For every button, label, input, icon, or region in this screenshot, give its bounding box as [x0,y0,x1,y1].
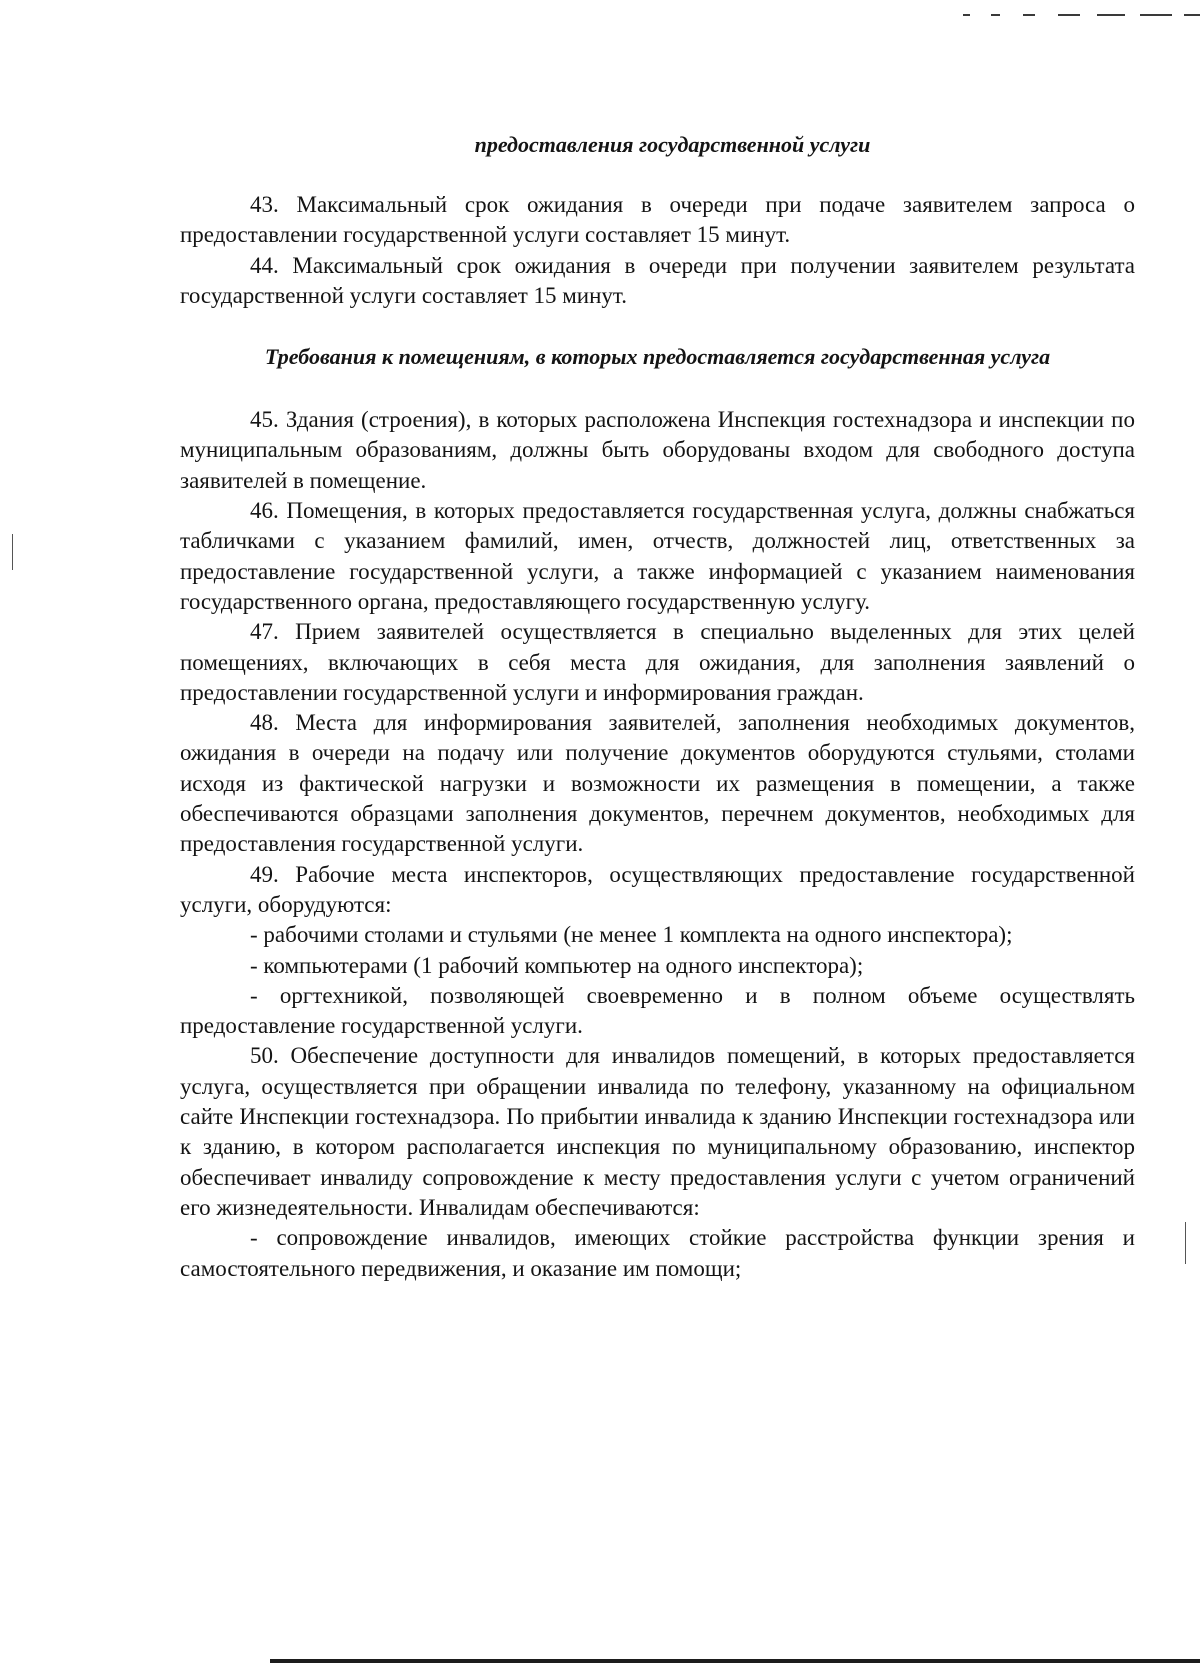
paragraph: 43. Максимальный срок ожидания в очереди при подаче заявителем запроса о предоставлении государственной услуги составляет 15 минут. [180,192,1135,248]
paragraph: 50. Обеспечение доступности для инвалидов помещений, в которых предоставляется услуга, осуществляется при обращении инвалида по телефону, указанному на официальном сайте Инспекции гостехнадзора. По прибытии инвалида к зданию Инспекции гостехнадзора или к зданию, в котором располагается инспекция по муниципальному образованию, инспектор обеспечивает инвалиду сопровождение к месту предоставления услуги с учетом ограничений его жизнедеятельности. Инвалидам обеспечиваются: [180,1043,1135,1220]
scan-bottom-edge [270,1659,1200,1663]
paragraph: 44. Максимальный срок ожидания в очереди при получении заявителем результата государственной услуги составляет 15 минут. [180,252,1135,308]
paragraph: 49. Рабочие места инспекторов, осуществляющих предоставление государственной услуги, оборудуются: [180,861,1135,917]
section-heading: Требования к помещениям, в которых предоставляется государственная услуга [264,344,1051,370]
paragraph: 46. Помещения, в которых предоставляется государственная услуга, должны снабжаться табличками с указанием фамилий, имен, отчеств, должностей лиц, ответственных за предоставление государственной услуги, а также информацией с указанием наименования государственного органа, предоставляющего государственную услугу. [180,498,1135,614]
scan-margin-mark [1185,1222,1186,1264]
section-heading: предоставления государственной услуги [474,132,871,157]
list-item: - рабочими столами и стульями (не менее 1 комплекта на одного инспектора); [250,922,1013,948]
document-body [180,130,1135,1284]
paragraph: 45. Здания (строения), в которых расположена Инспекция гостехнадзора и инспекции по муниципальным образованиям, должны быть оборудованы входом для свободного доступа заявителей в помещение. [180,407,1135,493]
scan-dash-marks [960,14,1200,16]
list-item: - сопровождение инвалидов, имеющих стойкие расстройства функции зрения и самостоятельного передвижения, и оказание им помощи; [180,1225,1135,1281]
list-item: - компьютерами (1 рабочий компьютер на одного инспектора); [250,952,864,978]
scan-margin-mark [12,534,13,570]
paragraph: 47. Прием заявителей осуществляется в специально выделенных для этих целей помещениях, включающих в себя места для ожидания, для заполнения заявлений о предоставлении государственной услуги и информирования граждан. [180,619,1135,705]
list-item: - оргтехникой, позволяющей своевременно и в полном объеме осуществлять предоставление государственной услуги. [180,982,1135,1039]
paragraph: 48. Места для информирования заявителей, заполнения необходимых документов, ожидания в очереди на подачу или получение документов оборудуются стульями, столами исходя из фактической нагрузки и возможности их размещения в помещении, а также обеспечиваются образцами заполнения документов, перечнем документов, необходимых для предоставления государственной услуги. [180,710,1135,857]
